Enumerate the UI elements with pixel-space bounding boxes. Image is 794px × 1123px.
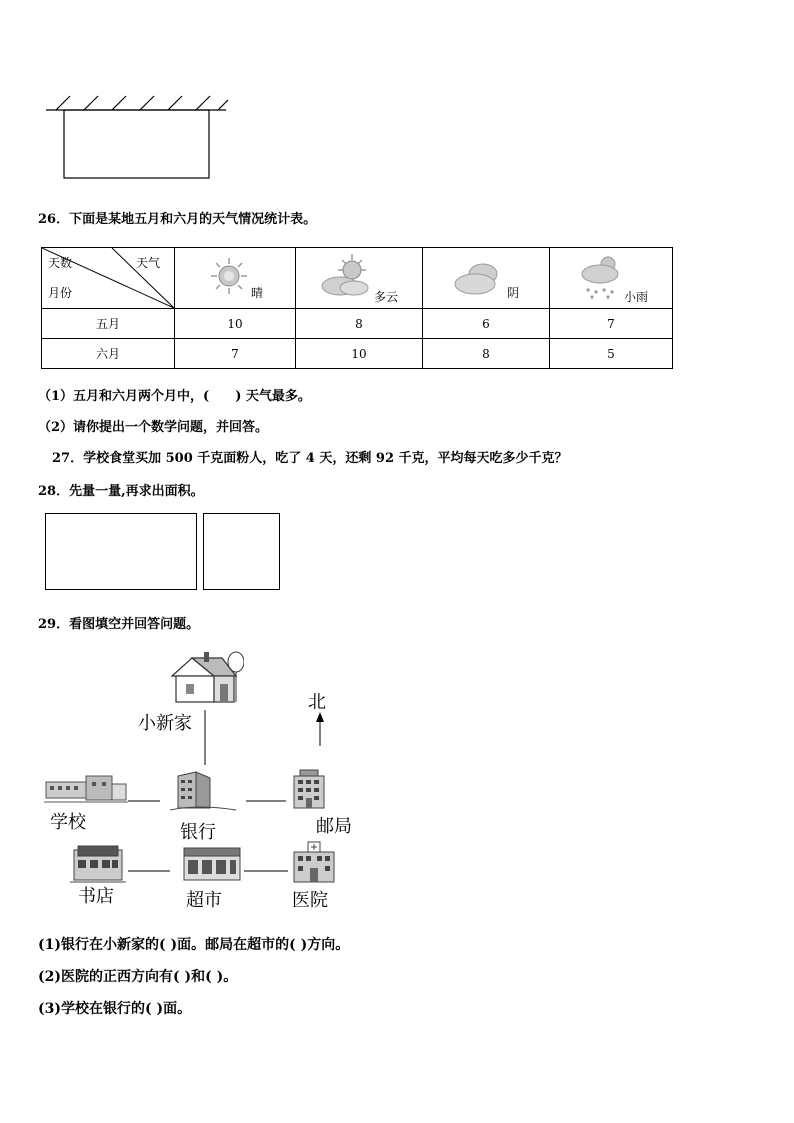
q29-sub1: (1)银行在小新家的( )面。邮局在超市的( )方向。	[38, 937, 350, 953]
home-label: 小新家	[138, 713, 192, 734]
cloud-icon	[453, 260, 505, 296]
q28-title: 28．先量一量,再求出面积。	[38, 484, 204, 499]
school-icon	[44, 772, 128, 808]
corner-bottom-label: 月份	[48, 286, 73, 300]
rectangle-shape	[45, 513, 197, 590]
value-cell: 10	[296, 339, 423, 369]
corner-top-label: 天数	[48, 256, 73, 270]
corner-right-label: 天气	[136, 256, 161, 270]
weather-name: 晴	[251, 286, 264, 300]
value-cell: 8	[296, 309, 423, 339]
q29-sub3: (3)学校在银行的( )面。	[38, 1001, 192, 1017]
table-row	[42, 339, 673, 369]
house-icon	[164, 650, 244, 708]
table-corner-header	[42, 248, 175, 309]
post-office-icon	[288, 768, 332, 812]
q26-sub2: （2）请你提出一个数学问题，并回答。	[38, 420, 269, 435]
value-cell: 7	[175, 339, 296, 369]
hanging-box-figure	[40, 92, 230, 182]
weather-table	[41, 247, 673, 369]
weather-name: 多云	[374, 290, 399, 304]
month-cell: 六月	[42, 339, 175, 369]
weather-header-sunny	[175, 248, 296, 309]
q29-title: 29．看图填空并回答问题。	[38, 617, 200, 632]
north-label: 北	[308, 692, 326, 713]
hospital-label: 医院	[292, 890, 328, 911]
q27-text: 27．学校食堂买加 500 千克面粉人，吃了 4 天，还剩 92 千克，平均每天吃多少千克？	[52, 451, 568, 466]
partly-cloudy-icon	[318, 252, 374, 298]
value-cell: 6	[423, 309, 550, 339]
supermarket-label: 超市	[186, 890, 222, 911]
weather-name: 阴	[507, 286, 520, 300]
weather-header-partly-cloudy	[296, 248, 423, 309]
q29-sub2: (2)医院的正西方向有( )和( )。	[38, 969, 238, 985]
bookstore-icon	[70, 844, 126, 884]
square-shape	[203, 513, 280, 590]
sun-icon	[209, 256, 249, 296]
rain-icon	[578, 252, 628, 302]
weather-header-light-rain	[550, 248, 673, 309]
hospital-icon	[290, 840, 340, 886]
value-cell: 10	[175, 309, 296, 339]
q26-sub1: （1）五月和六月两个月中，( ) 天气最多。	[38, 389, 311, 404]
supermarket-icon	[180, 844, 244, 884]
bookstore-label: 书店	[78, 886, 114, 907]
weather-name: 小雨	[624, 290, 649, 304]
school-label: 学校	[50, 812, 86, 833]
value-cell: 7	[550, 309, 673, 339]
weather-header-overcast	[423, 248, 550, 309]
table-row	[42, 309, 673, 339]
bank-label: 银行	[180, 822, 216, 843]
value-cell: 8	[423, 339, 550, 369]
value-cell: 5	[550, 339, 673, 369]
q26-title: 26．下面是某地五月和六月的天气情况统计表。	[38, 212, 317, 227]
post-office-label: 邮局	[316, 816, 352, 837]
month-cell: 五月	[42, 309, 175, 339]
bank-icon	[168, 770, 238, 814]
